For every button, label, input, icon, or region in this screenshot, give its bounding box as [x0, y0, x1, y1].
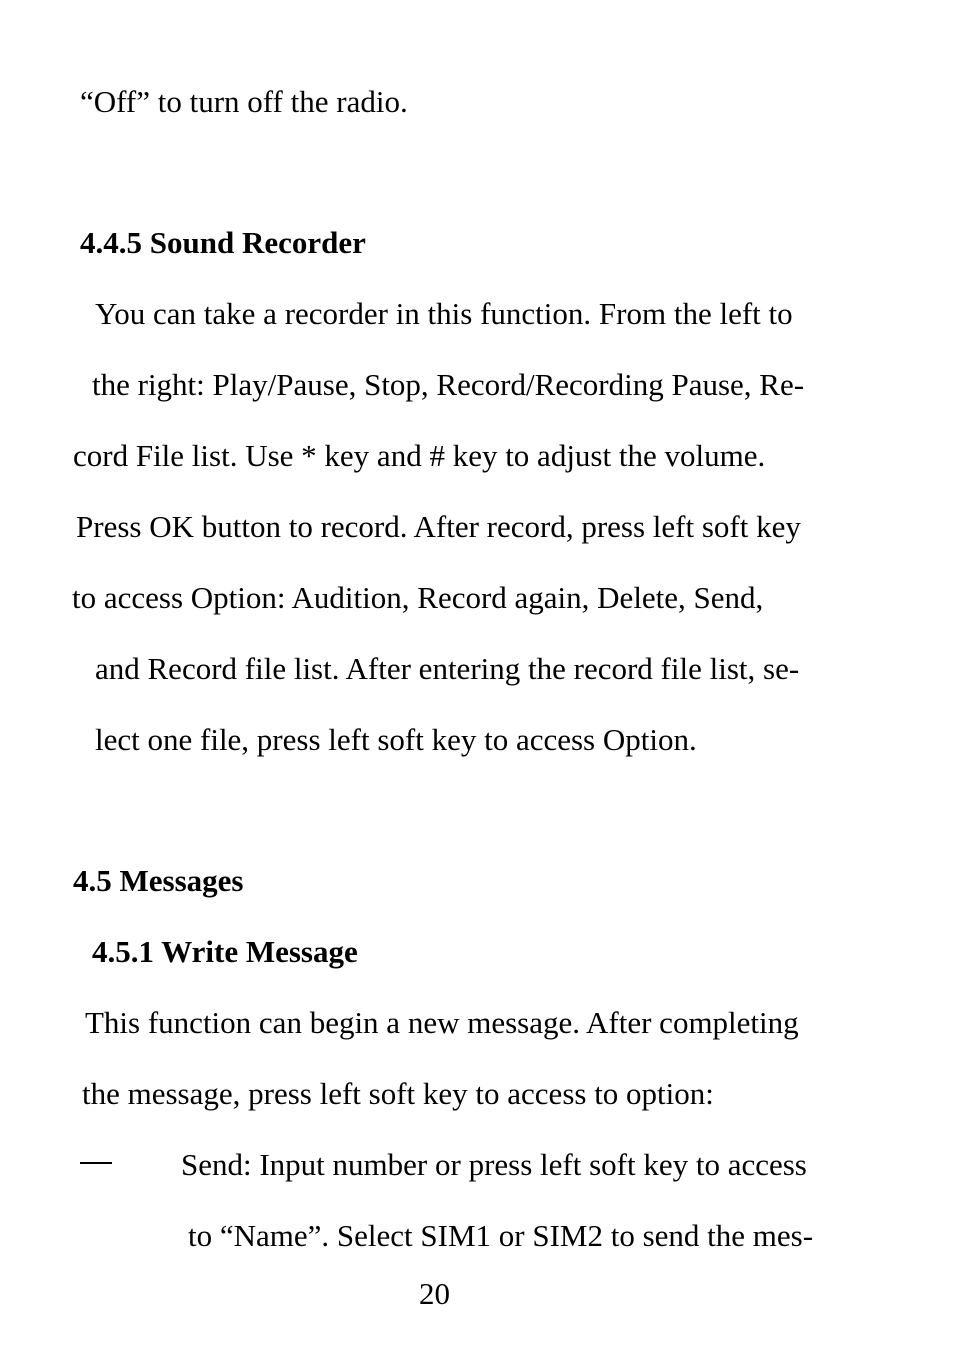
- section-heading-messages: 4.5 Messages: [73, 863, 244, 898]
- sound-recorder-line-4: Press OK button to record. After record, press left soft key: [76, 509, 801, 544]
- intro-line: “Off” to turn off the radio.: [80, 84, 408, 119]
- section-heading-write-message: 4.5.1 Write Message: [92, 934, 358, 969]
- send-bullet-line-1: Send: Input number or press left soft key to access: [181, 1147, 807, 1182]
- page-number: 20: [419, 1276, 450, 1311]
- write-message-line-1: This function can begin a new message. After completing: [85, 1005, 799, 1040]
- sound-recorder-line-5: to access Option: Audition, Record again, Delete, Send,: [72, 580, 764, 615]
- sound-recorder-line-7: lect one file, press left soft key to access Option.: [95, 722, 697, 757]
- section-heading-sound-recorder: 4.4.5 Sound Recorder: [80, 225, 366, 260]
- sound-recorder-line-3: cord File list. Use * key and # key to adjust the volume.: [73, 438, 766, 473]
- bullet-dash: [80, 1162, 112, 1164]
- write-message-line-2: the message, press left soft key to access to option:: [82, 1076, 714, 1111]
- send-bullet-line-2: to “Name”. Select SIM1 or SIM2 to send the mes-: [188, 1218, 814, 1253]
- sound-recorder-line-2: the right: Play/Pause, Stop, Record/Recording Pause, Re-: [92, 367, 805, 402]
- sound-recorder-line-1: You can take a recorder in this function. From the left to: [95, 296, 793, 331]
- sound-recorder-line-6: and Record file list. After entering the record file list, se-: [95, 651, 800, 686]
